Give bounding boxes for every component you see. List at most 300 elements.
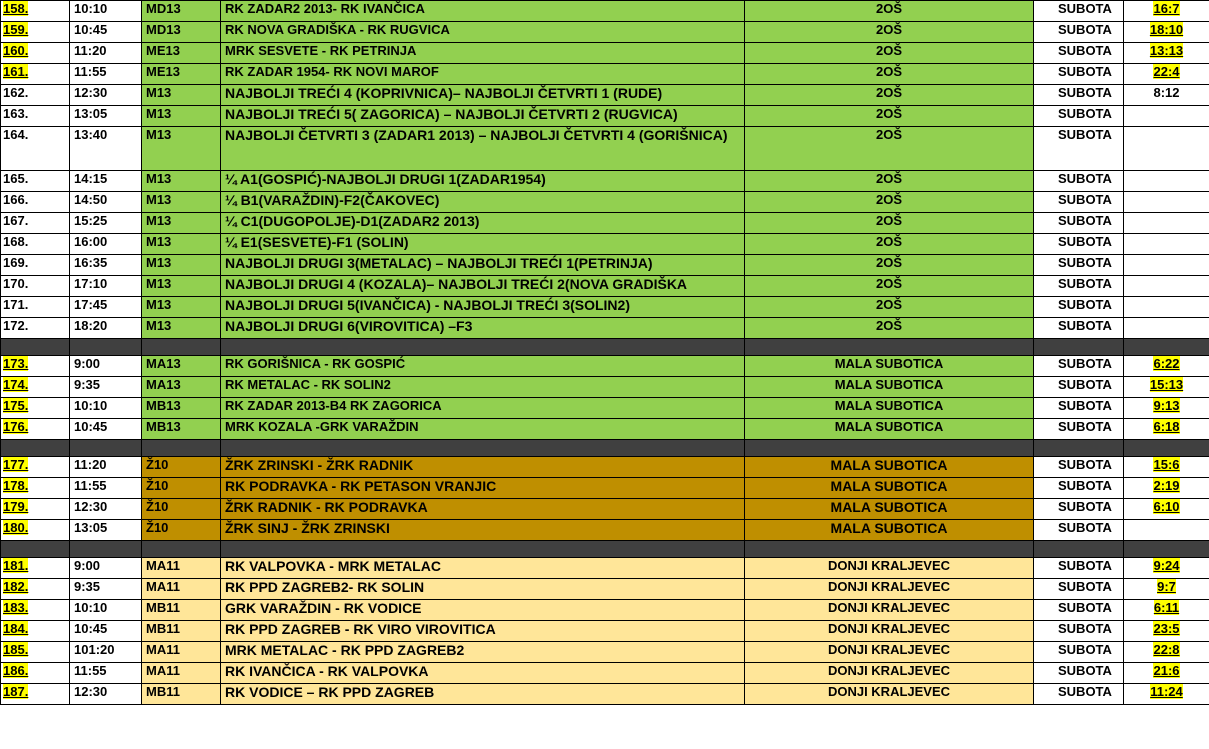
- day-text: SUBOTA: [1058, 22, 1112, 37]
- time-text: 13:05: [74, 520, 108, 535]
- match-text: RK NOVA GRADIŠKA - RK RUGVICA: [225, 22, 450, 37]
- venue-cell: [745, 558, 1034, 579]
- time-cell: [70, 499, 142, 520]
- category-cell: [142, 642, 221, 663]
- venue-cell: [745, 419, 1034, 440]
- match-number-text: 181.: [3, 558, 29, 573]
- match-number-cell: [1, 255, 70, 276]
- day-text: SUBOTA: [1058, 234, 1112, 249]
- table-row: [1, 64, 1209, 85]
- table-row: [1, 356, 1209, 377]
- time-text: 14:15: [74, 171, 108, 186]
- match-number-text: 171.: [3, 297, 29, 312]
- category-cell: [142, 192, 221, 213]
- match-number-text: 186.: [3, 663, 29, 678]
- result-cell: [1124, 64, 1209, 85]
- match-text: RK METALAC - RK SOLIN2: [225, 377, 391, 392]
- match-number-text: 173.: [3, 356, 29, 371]
- separator-cell: [1, 440, 70, 457]
- day-cell: [1034, 213, 1124, 234]
- day-text: SUBOTA: [1058, 558, 1112, 573]
- category-text: M13: [146, 171, 172, 186]
- match-text: ŽRK SINJ - ŽRK ZRINSKI: [225, 520, 390, 536]
- result-cell: [1124, 255, 1209, 276]
- result-cell: [1124, 22, 1209, 43]
- day-text: SUBOTA: [1058, 520, 1112, 535]
- result-cell: [1124, 1, 1209, 22]
- result-text: 11:24: [1150, 684, 1183, 699]
- result-cell: [1124, 499, 1209, 520]
- category-cell: [142, 318, 221, 339]
- match-number-cell: [1, 213, 70, 234]
- match-number-text: 158.: [3, 1, 29, 16]
- match-number-text: 183.: [3, 600, 29, 615]
- time-text: 10:45: [74, 22, 108, 37]
- day-cell: [1034, 499, 1124, 520]
- day-cell: [1034, 127, 1124, 171]
- category-text: MD13: [146, 22, 181, 37]
- separator-cell: [1, 339, 70, 356]
- match-number-text: 169.: [3, 255, 29, 270]
- venue-cell: [745, 377, 1034, 398]
- time-text: 13:05: [74, 106, 108, 121]
- match-number-text: 160.: [3, 43, 29, 58]
- venue-text: MALA SUBOTICA: [834, 377, 944, 392]
- day-text: SUBOTA: [1058, 255, 1112, 270]
- category-text: MB11: [146, 600, 180, 615]
- time-cell: [70, 356, 142, 377]
- separator-cell: [142, 541, 221, 558]
- match-number-text: 168.: [3, 234, 29, 249]
- match-number-cell: [1, 398, 70, 419]
- match-number-cell: [1, 43, 70, 64]
- category-text: MA13: [146, 377, 181, 392]
- day-cell: [1034, 106, 1124, 127]
- match-cell: [221, 106, 745, 127]
- venue-text: MALA SUBOTICA: [834, 356, 944, 371]
- separator-cell: [1034, 541, 1124, 558]
- day-text: SUBOTA: [1058, 1, 1112, 16]
- separator-cell: [1124, 440, 1209, 457]
- match-number-text: 174.: [3, 377, 29, 392]
- venue-text: 2OŠ: [875, 171, 902, 186]
- result-cell: [1124, 213, 1209, 234]
- match-number-cell: [1, 520, 70, 541]
- match-number-cell: [1, 600, 70, 621]
- match-number-text: 185.: [3, 642, 29, 657]
- result-cell: [1124, 171, 1209, 192]
- day-text: SUBOTA: [1058, 85, 1112, 100]
- category-text: M13: [146, 318, 172, 333]
- day-cell: [1034, 579, 1124, 600]
- day-text: SUBOTA: [1058, 499, 1112, 514]
- match-number-text: 175.: [3, 398, 29, 413]
- match-cell: [221, 234, 745, 255]
- match-number-text: 180.: [3, 520, 29, 535]
- result-text: 21:6: [1153, 663, 1180, 678]
- match-number-cell: [1, 127, 70, 171]
- separator-cell: [142, 339, 221, 356]
- time-cell: [70, 419, 142, 440]
- match-cell: [221, 642, 745, 663]
- match-text: NAJBOLJI TREĆI 5( ZAGORICA) – NAJBOLJI ČETVRTI 2 (RUGVICA): [225, 106, 678, 122]
- table-row: [1, 213, 1209, 234]
- category-cell: [142, 85, 221, 106]
- match-cell: [221, 684, 745, 705]
- venue-text: 2OŠ: [875, 1, 902, 16]
- result-cell: [1124, 377, 1209, 398]
- match-text: ¼ B1(VARAŽDIN)-F2(ČAKOVEC): [225, 192, 440, 208]
- result-cell: [1124, 43, 1209, 64]
- match-text: NAJBOLJI DRUGI 3(METALAC) – NAJBOLJI TREĆI 1(PETRINJA): [225, 255, 653, 271]
- time-text: 10:10: [74, 398, 108, 413]
- section-separator: [1, 541, 1209, 558]
- venue-text: 2OŠ: [875, 276, 902, 291]
- result-cell: [1124, 642, 1209, 663]
- venue-text: 2OŠ: [875, 106, 902, 121]
- match-text: RK PODRAVKA - RK PETASON VRANJIC: [225, 478, 497, 494]
- table-row: [1, 663, 1209, 684]
- time-text: 11:55: [74, 663, 107, 678]
- separator-cell: [1034, 339, 1124, 356]
- day-text: SUBOTA: [1058, 213, 1112, 228]
- venue-cell: [745, 663, 1034, 684]
- day-text: SUBOTA: [1058, 318, 1112, 333]
- venue-text: DONJI KRALJEVEC: [827, 579, 951, 594]
- table-row: [1, 377, 1209, 398]
- venue-cell: [745, 22, 1034, 43]
- match-cell: [221, 558, 745, 579]
- time-cell: [70, 478, 142, 499]
- match-number-cell: [1, 499, 70, 520]
- separator-cell: [142, 440, 221, 457]
- match-number-cell: [1, 1, 70, 22]
- venue-cell: [745, 171, 1034, 192]
- match-cell: [221, 43, 745, 64]
- match-number-text: 178.: [3, 478, 29, 493]
- day-cell: [1034, 600, 1124, 621]
- match-text: ¼ A1(GOSPIĆ)-NAJBOLJI DRUGI 1(ZADAR1954): [225, 171, 546, 187]
- category-text: M13: [146, 234, 172, 249]
- day-cell: [1034, 85, 1124, 106]
- table-row: [1, 276, 1209, 297]
- separator-cell: [1, 541, 70, 558]
- result-cell: [1124, 297, 1209, 318]
- table-row: [1, 1, 1209, 22]
- match-number-text: 170.: [3, 276, 29, 291]
- match-cell: [221, 377, 745, 398]
- venue-cell: [745, 43, 1034, 64]
- result-cell: [1124, 684, 1209, 705]
- day-cell: [1034, 419, 1124, 440]
- category-cell: [142, 276, 221, 297]
- match-number-cell: [1, 579, 70, 600]
- match-cell: [221, 22, 745, 43]
- match-cell: [221, 520, 745, 541]
- day-text: SUBOTA: [1058, 600, 1112, 615]
- match-number-cell: [1, 22, 70, 43]
- match-cell: [221, 192, 745, 213]
- time-cell: [70, 64, 142, 85]
- result-text: 22:8: [1153, 642, 1180, 657]
- match-text: MRK KOZALA -GRK VARAŽDIN: [225, 419, 419, 434]
- category-text: M13: [146, 127, 172, 142]
- table-row: [1, 297, 1209, 318]
- match-cell: [221, 600, 745, 621]
- result-text: 16:7: [1153, 1, 1180, 16]
- category-cell: [142, 43, 221, 64]
- time-text: 10:10: [74, 1, 108, 16]
- venue-text: DONJI KRALJEVEC: [827, 663, 951, 678]
- match-cell: [221, 1, 745, 22]
- table-row: [1, 234, 1209, 255]
- category-text: M13: [146, 192, 172, 207]
- venue-cell: [745, 85, 1034, 106]
- match-cell: [221, 419, 745, 440]
- day-cell: [1034, 64, 1124, 85]
- time-text: 101:20: [74, 642, 115, 657]
- time-cell: [70, 22, 142, 43]
- match-number-cell: [1, 318, 70, 339]
- category-cell: [142, 398, 221, 419]
- match-cell: [221, 318, 745, 339]
- time-cell: [70, 663, 142, 684]
- day-text: SUBOTA: [1058, 684, 1112, 699]
- match-text: RK ZADAR2 2013- RK IVANČICA: [225, 1, 425, 16]
- category-text: MA11: [146, 663, 180, 678]
- venue-text: DONJI KRALJEVEC: [827, 558, 951, 573]
- time-text: 16:00: [74, 234, 108, 249]
- time-text: 11:55: [74, 64, 107, 79]
- category-text: MB11: [146, 621, 180, 636]
- result-text: 8:12: [1153, 85, 1180, 100]
- day-text: SUBOTA: [1058, 192, 1112, 207]
- venue-text: 2OŠ: [875, 64, 902, 79]
- category-cell: [142, 377, 221, 398]
- day-cell: [1034, 192, 1124, 213]
- day-cell: [1034, 43, 1124, 64]
- day-text: SUBOTA: [1058, 171, 1112, 186]
- venue-cell: [745, 192, 1034, 213]
- time-text: 10:45: [74, 621, 108, 636]
- result-text: 15:6: [1153, 457, 1180, 472]
- match-number-cell: [1, 234, 70, 255]
- day-cell: [1034, 663, 1124, 684]
- day-cell: [1034, 558, 1124, 579]
- result-text: 15:13: [1149, 377, 1184, 392]
- venue-text: 2OŠ: [875, 43, 902, 58]
- match-text: RK ZADAR 1954- RK NOVI MAROF: [225, 64, 439, 79]
- time-cell: [70, 377, 142, 398]
- match-cell: [221, 276, 745, 297]
- time-cell: [70, 621, 142, 642]
- time-cell: [70, 127, 142, 171]
- result-cell: [1124, 457, 1209, 478]
- day-text: SUBOTA: [1058, 127, 1112, 142]
- day-cell: [1034, 356, 1124, 377]
- category-cell: [142, 419, 221, 440]
- time-cell: [70, 600, 142, 621]
- venue-cell: [745, 600, 1034, 621]
- time-cell: [70, 520, 142, 541]
- match-number-cell: [1, 642, 70, 663]
- time-cell: [70, 642, 142, 663]
- category-cell: [142, 499, 221, 520]
- table-row: [1, 621, 1209, 642]
- day-text: SUBOTA: [1058, 457, 1112, 472]
- category-text: MA13: [146, 356, 181, 371]
- category-text: MB13: [146, 419, 181, 434]
- category-cell: [142, 478, 221, 499]
- result-cell: [1124, 579, 1209, 600]
- venue-cell: [745, 106, 1034, 127]
- match-text: NAJBOLJI DRUGI 6(VIROVITICA) –F3: [225, 318, 473, 334]
- day-cell: [1034, 684, 1124, 705]
- time-text: 10:10: [74, 600, 108, 615]
- time-cell: [70, 255, 142, 276]
- category-text: Ž10: [146, 499, 169, 514]
- category-cell: [142, 22, 221, 43]
- time-cell: [70, 192, 142, 213]
- match-number-text: 166.: [3, 192, 29, 207]
- match-number-text: 161.: [3, 64, 29, 79]
- category-cell: [142, 213, 221, 234]
- match-number-cell: [1, 106, 70, 127]
- time-text: 9:00: [74, 558, 101, 573]
- time-cell: [70, 276, 142, 297]
- category-cell: [142, 579, 221, 600]
- category-text: ME13: [146, 43, 180, 58]
- time-cell: [70, 297, 142, 318]
- separator-cell: [745, 339, 1034, 356]
- match-cell: [221, 621, 745, 642]
- match-text: RK PPD ZAGREB2- RK SOLIN: [225, 579, 425, 595]
- venue-text: DONJI KRALJEVEC: [827, 684, 951, 699]
- result-cell: [1124, 621, 1209, 642]
- category-cell: [142, 600, 221, 621]
- table-row: [1, 520, 1209, 541]
- venue-cell: [745, 398, 1034, 419]
- result-cell: [1124, 106, 1209, 127]
- category-cell: [142, 558, 221, 579]
- time-text: 14:50: [74, 192, 108, 207]
- venue-cell: [745, 621, 1034, 642]
- match-number-text: 172.: [3, 318, 29, 333]
- match-number-text: 167.: [3, 213, 29, 228]
- day-text: SUBOTA: [1058, 106, 1112, 121]
- section-separator: [1, 440, 1209, 457]
- match-number-cell: [1, 621, 70, 642]
- result-cell: [1124, 85, 1209, 106]
- category-text: M13: [146, 213, 172, 228]
- result-text: 6:11: [1153, 600, 1180, 615]
- match-text: ŽRK ZRINSKI - ŽRK RADNIK: [225, 457, 414, 473]
- venue-text: DONJI KRALJEVEC: [827, 621, 951, 636]
- table-row: [1, 419, 1209, 440]
- day-cell: [1034, 478, 1124, 499]
- table-row: [1, 318, 1209, 339]
- match-text: RK VODICE – RK PPD ZAGREB: [225, 684, 435, 700]
- venue-text: 2OŠ: [875, 297, 902, 312]
- time-text: 12:30: [74, 499, 108, 514]
- match-number-text: 164.: [3, 127, 29, 142]
- table-row: [1, 85, 1209, 106]
- venue-text: MALA SUBOTICA: [834, 398, 944, 413]
- venue-cell: [745, 255, 1034, 276]
- match-cell: [221, 356, 745, 377]
- category-cell: [142, 520, 221, 541]
- result-text: 9:7: [1157, 579, 1176, 594]
- category-text: M13: [146, 297, 172, 312]
- venue-cell: [745, 213, 1034, 234]
- result-text: 2:19: [1153, 478, 1180, 493]
- table-row: [1, 600, 1209, 621]
- category-cell: [142, 127, 221, 171]
- category-text: Ž10: [146, 478, 169, 493]
- match-cell: [221, 663, 745, 684]
- match-text: NAJBOLJI TREĆI 4 (KOPRIVNICA)– NAJBOLJI ČETVRTI 1 (RUDE): [225, 85, 663, 101]
- day-text: SUBOTA: [1058, 297, 1112, 312]
- category-text: MB13: [146, 398, 181, 413]
- venue-text: DONJI KRALJEVEC: [827, 642, 951, 657]
- table-row: [1, 558, 1209, 579]
- time-cell: [70, 318, 142, 339]
- match-text: RK IVANČICA - RK VALPOVKA: [225, 663, 429, 679]
- venue-text: MALA SUBOTICA: [834, 419, 944, 434]
- category-text: MB11: [146, 684, 180, 699]
- match-text: MRK SESVETE - RK PETRINJA: [225, 43, 417, 58]
- match-number-text: 187.: [3, 684, 29, 699]
- match-cell: [221, 64, 745, 85]
- venue-text: MALA SUBOTICA: [830, 478, 948, 494]
- match-text: RK PPD ZAGREB - RK VIRO VIROVITICA: [225, 621, 496, 637]
- separator-cell: [745, 440, 1034, 457]
- match-number-cell: [1, 276, 70, 297]
- venue-text: 2OŠ: [875, 234, 902, 249]
- match-cell: [221, 127, 745, 171]
- time-cell: [70, 213, 142, 234]
- venue-cell: [745, 318, 1034, 339]
- category-text: Ž10: [146, 520, 169, 535]
- venue-text: 2OŠ: [875, 85, 902, 100]
- day-text: SUBOTA: [1058, 276, 1112, 291]
- result-cell: [1124, 398, 1209, 419]
- venue-cell: [745, 64, 1034, 85]
- match-text: NAJBOLJI DRUGI 4 (KOZALA)– NAJBOLJI TREĆI 2(NOVA GRADIŠKA: [225, 276, 688, 292]
- venue-cell: [745, 457, 1034, 478]
- match-number-text: 177.: [3, 457, 29, 472]
- venue-text: 2OŠ: [875, 22, 902, 37]
- result-text: 18:10: [1149, 22, 1184, 37]
- separator-cell: [1034, 440, 1124, 457]
- time-cell: [70, 558, 142, 579]
- match-cell: [221, 171, 745, 192]
- day-cell: [1034, 318, 1124, 339]
- time-cell: [70, 684, 142, 705]
- venue-text: 2OŠ: [875, 255, 902, 270]
- match-text: RK ZADAR 2013-B4 RK ZAGORICA: [225, 398, 442, 413]
- schedule-body: [1, 1, 1209, 705]
- match-cell: [221, 478, 745, 499]
- result-cell: [1124, 419, 1209, 440]
- category-cell: [142, 684, 221, 705]
- category-text: M13: [146, 255, 172, 270]
- match-number-text: 182.: [3, 579, 29, 594]
- time-text: 12:30: [74, 85, 108, 100]
- day-cell: [1034, 171, 1124, 192]
- result-cell: [1124, 127, 1209, 171]
- table-row: [1, 22, 1209, 43]
